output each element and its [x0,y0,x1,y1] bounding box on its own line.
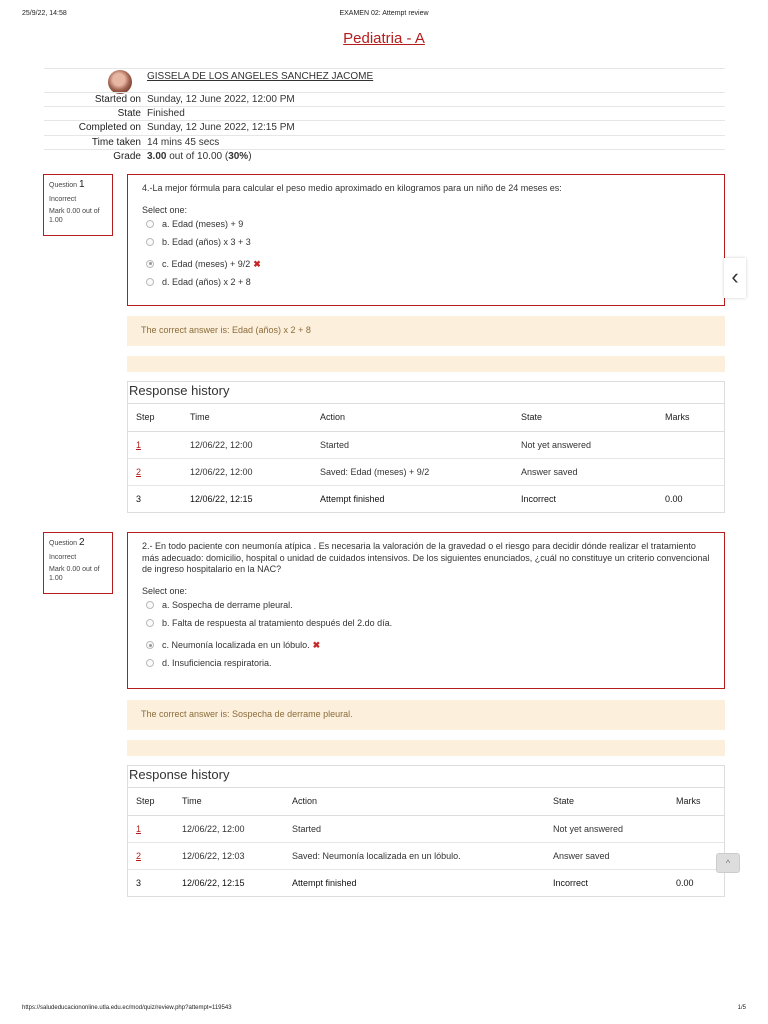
question-label: Question [49,182,78,189]
step-cell [128,458,182,485]
avatar[interactable] [108,70,132,94]
option-text: d. Edad (años) x 2 + 8 [162,276,251,287]
column-header-time: Time [174,788,284,815]
radio-button[interactable] [146,278,154,286]
question-number: 1 [78,179,85,190]
column-header-action: Action [312,404,513,431]
correct-answer-feedback: The correct answer is: Sospecha de derrame pleural. [127,700,725,730]
marks-cell: 0.00 [676,877,694,888]
answer-option-d[interactable] [142,654,710,672]
state-cell: Not yet answered [545,815,668,842]
option-text: b. Edad (años) x 3 + 3 [162,236,251,247]
question-label: Question [49,540,78,547]
user-name-link[interactable]: GISSELA DE LOS ANGELES SANCHEZ JACOME [147,71,374,82]
column-header-step: Step [128,788,174,815]
summary-label: Time taken [91,136,141,148]
summary-grade-row [44,149,725,163]
state-cell: Incorrect [521,493,557,504]
question-number: 2 [78,537,85,548]
table-row [128,431,724,458]
course-title[interactable]: Pediatria - A [343,30,425,47]
time-cell: 12/06/22, 12:00 [182,458,312,485]
answer-option-a[interactable] [142,596,710,614]
option-text: d. Insuficiencia respiratoria. [162,658,272,669]
response-history [127,381,725,513]
step-cell: 3 [136,493,142,504]
summary-label: Started on [94,94,141,105]
marks-cell: 0.00 [665,493,683,504]
question-info [43,174,113,236]
attempt-summary [44,68,725,163]
incorrect-x-icon: ✖ [253,258,261,269]
summary-state-row [44,106,725,120]
response-history [127,765,725,897]
summary-user-row [44,68,725,92]
column-header-state: State [545,788,668,815]
answer-option-b[interactable] [142,614,710,632]
time-cell: 12/06/22, 12:00 [182,431,312,458]
action-cell: Started [284,815,545,842]
response-history-title: Response history [128,382,724,404]
answer-option-d[interactable] [142,273,710,291]
question-text: 2.- En todo paciente con neumonía atípica . Es necesaria la valoración de la gravedad o el riesgo para decidir dónde realizar el tratamiento más adecuado: domicilio, hospital o unidad de cuidados intensivos. De los siguientes enunciados, ¿cuál no constituye un criterio convencional de ingreso hospitalario en la NAC? [142,541,710,575]
marks-cell [668,815,724,842]
print-datetime: 25/9/22, 14:58 [22,10,67,17]
table-row [128,458,724,485]
summary-value: Finished [147,108,185,120]
answer-option-a[interactable] [142,215,710,233]
drawer-toggle-chevron-left-icon[interactable]: ‹ [724,258,746,298]
table-header-row [128,788,724,815]
print-url: https://saludeducaciononline.utla.edu.ec/mod/quiz/review.php?attempt=119543 [22,1005,232,1011]
response-history-table [128,788,724,896]
summary-label: Grade [113,150,141,162]
answer-option-c[interactable] [142,255,710,273]
time-cell: 12/06/22, 12:03 [174,842,284,869]
column-header-state: State [513,404,657,431]
step-link[interactable]: 1 [136,439,142,450]
select-one-label: Select one: [142,586,188,597]
grade-out-of: out of 10.00 ( [166,150,229,162]
table-row [128,485,724,512]
table-row [128,815,724,842]
state-cell: Answer saved [545,842,668,869]
table-row [128,842,724,869]
grade-percent: 30% [228,150,249,162]
incorrect-x-icon: ✖ [312,640,321,651]
back-to-top-icon[interactable]: ^ [716,853,740,873]
column-header-step: Step [128,404,182,431]
response-history-table [128,404,724,512]
summary-value: Sunday, 12 June 2022, 12:00 PM [147,94,295,105]
step-cell [128,431,182,458]
answer-option-b[interactable] [142,233,710,251]
question-text: 4.-La mejor fórmula para calcular el peso medio aproximado en kilogramos para un niño de 24 meses es: [142,183,562,193]
action-cell: Saved: Neumonía localizada en un lóbulo. [284,842,545,869]
summary-completed-row [44,120,725,134]
column-header-action: Action [284,788,545,815]
column-header-marks: Marks [657,404,724,431]
radio-button[interactable] [146,238,154,246]
response-history-title: Response history [128,766,724,788]
print-footer [22,1005,746,1011]
column-header-marks: Marks [668,788,724,815]
option-text: a. Edad (meses) + 9 [162,218,244,229]
option-text: a. Sospecha de derrame pleural. [162,600,293,611]
option-text: b. Falta de respuesta al tratamiento después del 2.do día. [162,618,393,629]
state-cell: Not yet answered [513,431,657,458]
question-info [43,532,113,594]
table-row [128,869,724,896]
action-cell: Attempt finished [320,493,385,504]
action-cell: Saved: Edad (meses) + 9/2 [312,458,513,485]
step-cell [128,815,174,842]
step-cell: 3 [136,877,142,888]
print-title: EXAMEN 02: Attempt review [339,10,429,17]
radio-button[interactable] [146,220,154,228]
question-box [127,174,725,306]
marks-cell [657,431,724,458]
time-cell: 12/06/22, 12:15 [182,877,245,888]
action-cell: Started [312,431,513,458]
correct-answer-feedback: The correct answer is: Edad (años) x 2 + 8 [127,316,725,346]
option-text: c. Edad (meses) + 9/2 [162,258,251,269]
question-status: Incorrect [49,553,77,561]
print-header [22,10,746,22]
state-cell: Incorrect [553,877,589,888]
summary-value: 14 mins 45 secs [147,136,220,148]
action-cell: Attempt finished [292,877,357,888]
column-header-time: Time [182,404,312,431]
summary-started-row [44,92,725,106]
state-cell: Answer saved [513,458,657,485]
marks-cell [657,458,724,485]
time-cell: 12/06/22, 12:00 [174,815,284,842]
step-link[interactable]: 2 [136,850,142,861]
grade-value [147,151,252,162]
select-one-label: Select one: [142,204,188,215]
question-mark: Mark 0.00 out of 1.00 [49,207,100,225]
summary-label: Completed on [78,122,141,134]
summary-time-row [44,135,725,149]
step-link[interactable]: 1 [136,823,142,834]
radio-button[interactable] [146,659,154,667]
feedback-strip [127,356,725,372]
radio-button[interactable] [146,619,154,627]
summary-label: State [117,108,141,120]
grade-score: 3.00 [147,150,167,162]
answer-option-c[interactable] [142,636,710,654]
step-link[interactable]: 2 [136,466,142,477]
question-mark: Mark 0.00 out of 1.00 [49,565,100,583]
summary-value: Sunday, 12 June 2022, 12:15 PM [147,122,295,134]
radio-button-checked[interactable] [146,260,154,268]
option-text: c. Neumonía localizada en un lóbulo. [162,640,310,651]
print-page-number: 1/5 [737,1005,746,1011]
radio-button-checked[interactable] [146,641,154,649]
question-status: Incorrect [49,195,77,203]
step-cell [128,842,174,869]
radio-button[interactable] [146,601,154,609]
time-cell: 12/06/22, 12:15 [190,493,253,504]
grade-close: ) [248,150,252,162]
question-box [127,532,725,689]
feedback-strip [127,740,725,756]
table-header-row [128,404,724,431]
